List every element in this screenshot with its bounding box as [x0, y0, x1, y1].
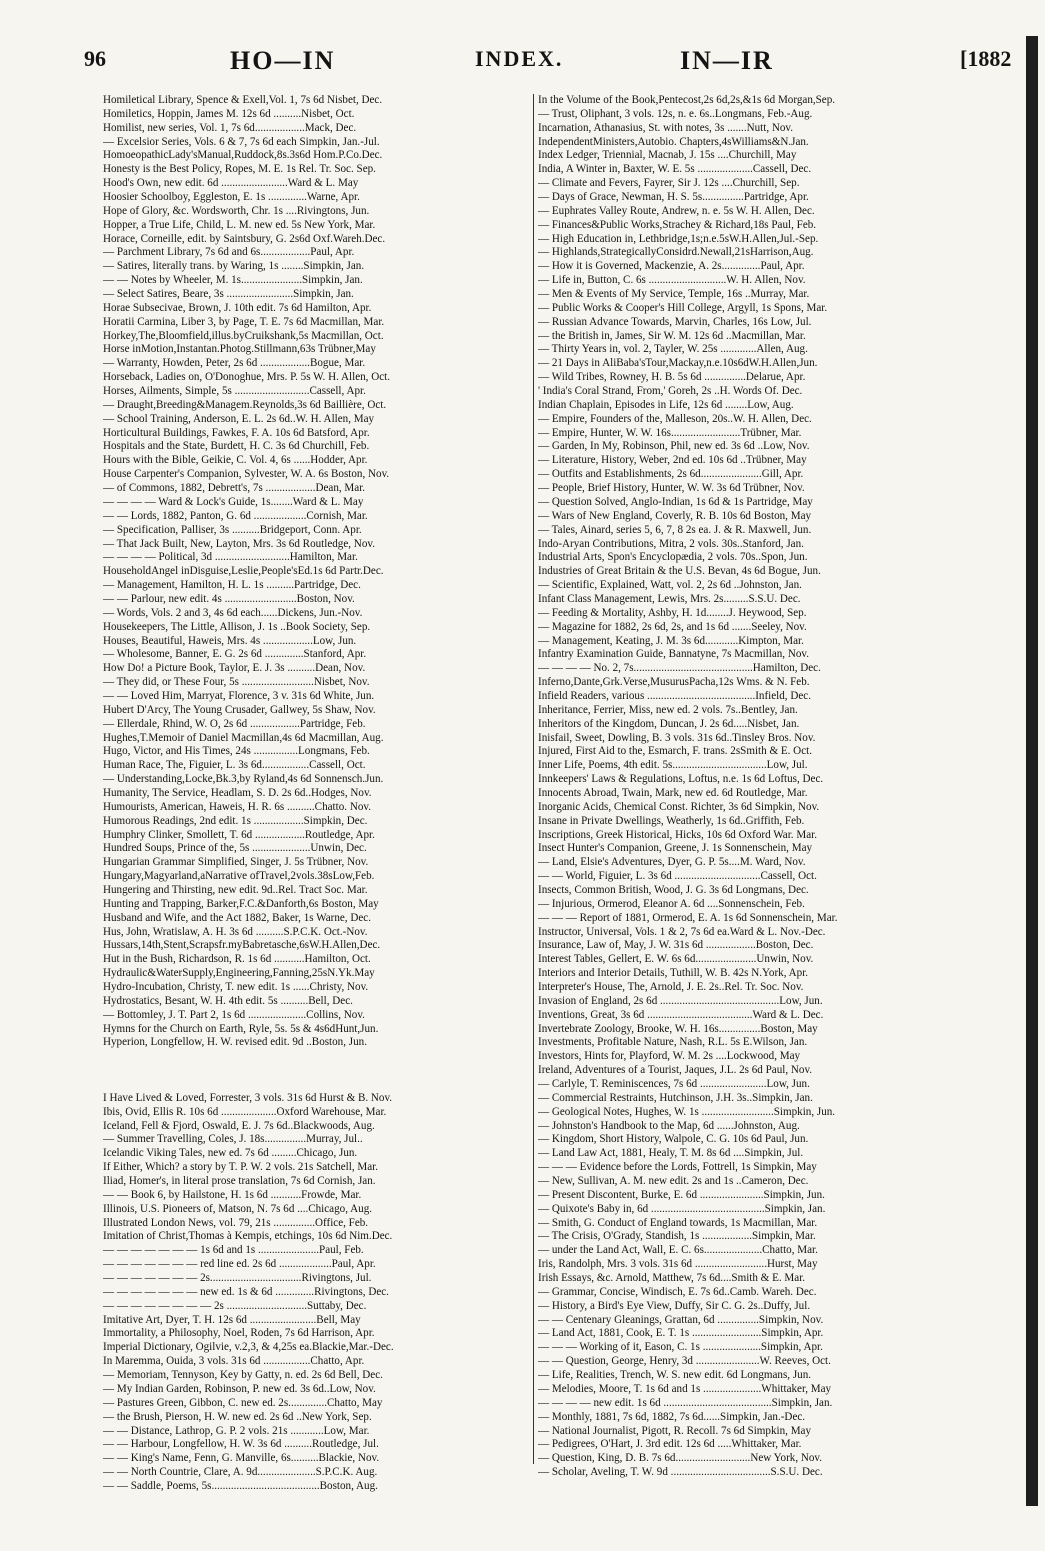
index-entry: — — — — Political, 3d ...........................Hamilton, Mar. — [103, 551, 358, 564]
index-entry: Hospitals and the State, Burdett, H. C. 3s 6d Churchill, Feb. — [103, 440, 370, 453]
left-column — [103, 94, 528, 1494]
page-number: 96 — [84, 46, 106, 71]
spacer — [103, 1050, 528, 1064]
index-entry: — under the Land Act, Wall, E. C. 6s.....................Chatto, Mar. — [538, 1244, 818, 1257]
index-entry: Homiletics, Hoppin, James M. 12s 6d ..........Nisbet, Oct. — [103, 107, 355, 120]
index-entry: Innocents Abroad, Twain, Mark, new ed. 6d Routledge, Mar. — [538, 786, 808, 799]
index-entry: — 21 Days in AliBaba'sTour,Mackay,n.e.10s6dW.H.Allen,Jun. — [538, 357, 818, 370]
index-entry: — People, Brief History, Hunter, W. W. 3s 6d Trübner, Nov. — [538, 482, 805, 495]
index-entry: Insurance, Law of, May, J. W. 31s 6d ..................Boston, Dec. — [538, 939, 814, 952]
index-entry: — — Loved Him, Marryat, Florence, 3 v. 31s 6d White, Jun. — [103, 689, 375, 702]
index-entry: — Finances&Public Works,Strachey & Richard,18s Paul, Feb. — [538, 218, 817, 231]
index-entry: — Carlyle, T. Reminiscences, 7s 6d ........................Low, Jun. — [538, 1078, 810, 1091]
index-entry: — — World, Figuier, L. 3s 6d ...............................Cassell, Oct. — [538, 870, 817, 883]
index-entry: — Summer Travelling, Coles, J. 18s...............Murray, Jul.. — [103, 1133, 363, 1146]
index-entry: — Scientific, Explained, Watt, vol. 2, 2s 6d ..Johnston, Jan. — [538, 579, 802, 592]
index-entry: Hut in the Bush, Richardson, R. 1s 6d ...........Hamilton, Oct. — [103, 953, 371, 966]
index-entry: Investments, Profitable Nature, Nash, R.L. 5s E.Wilson, Jan. — [538, 1036, 808, 1049]
index-entry: Hunting and Trapping, Barker,F.C.&Danforth,6s Boston, May — [103, 897, 379, 910]
index-entry: — Grammar, Concise, Windisch, E. 7s 6d..Camb. Wareh. Dec. — [538, 1285, 817, 1298]
index-entry: Housekeepers, The Little, Allison, J. 1s ..Book Society, Sep. — [103, 620, 371, 633]
right-range-heading: IN—IR — [680, 46, 774, 75]
index-entry: Instructor, Universal, Vols. 1 & 2, 7s 6d ea.Ward & L. Nov.-Dec. — [538, 925, 826, 938]
index-entry: Human Race, The, Figuier, L. 3s 6d.................Cassell, Oct. — [103, 759, 366, 772]
right-column — [538, 94, 1008, 1480]
index-entry: Hus, John, Wratislaw, A. H. 3s 6d ..........S.P.C.K. Oct.-Nov. — [103, 925, 368, 938]
index-entry: — — — Working of it, Eason, C. 1s .....................Simpkin, Apr. — [538, 1341, 823, 1354]
index-entry: Hubert D'Arcy, The Young Crusader, Gallwey, 5s Shaw, Nov. — [103, 703, 376, 716]
index-entry: — — — — No. 2, 7s...........................................Hamilton, Dec. — [538, 662, 821, 675]
index-entry: — — Saddle, Poems, 5s.......................................Boston, Aug. — [103, 1479, 378, 1492]
index-entry: — Bottomley, J. T. Part 2, 1s 6d .....................Collins, Nov. — [103, 1008, 365, 1021]
index-entry: ' India's Coral Strand, From,' Goreh, 2s ..H. Words Of. Dec. — [538, 385, 803, 398]
index-entry: Hood's Own, new edit. 6d ........................Ward & L. May — [103, 177, 359, 190]
index-entry: Inventions, Great, 3s 6d ......................................Ward & L. Dec. — [538, 1008, 824, 1021]
index-entry: Iris, Randolph, Mrs. 3 vols. 31s 6d ..........................Hurst, May — [538, 1258, 818, 1271]
index-entry: — — — — — — — — 2s .............................Suttaby, Dec. — [103, 1299, 367, 1312]
index-entry: — Words, Vols. 2 and 3, 4s 6d each......Dickens, Jun.-Nov. — [103, 606, 363, 619]
index-entry: Humourists, American, Haweis, H. R. 6s ..........Chatto. Nov. — [103, 800, 371, 813]
index-entry: Infantry Examination Guide, Bannatyne, 7s Macmillan, Nov. — [538, 648, 810, 661]
index-entry: — Climate and Fevers, Fayrer, Sir J. 12s ....Churchill, Sep. — [538, 177, 800, 190]
index-entry: — My Indian Garden, Robinson, P. new ed. 3s 6d..Low, Nov. — [103, 1382, 376, 1395]
index-entry: Iliad, Homer's, in literal prose translation, 7s 6d Cornish, Jan. — [103, 1175, 376, 1188]
index-entry: Inisfail, Sweet, Dowling, B. 3 vols. 31s 6d..Tinsley Bros. Nov. — [538, 731, 816, 744]
index-entry: Invasion of England, 2s 6d ...........................................Low, Jun. — [538, 994, 823, 1007]
index-entry: Insane in Private Dwellings, Weatherly, 1s 6d..Griffith, Feb. — [538, 814, 805, 827]
index-entry: — Wars of New England, Coverly, R. B. 10s 6d Boston, May — [538, 509, 812, 522]
index-entry: — Understanding,Locke,Bk.3,by Ryland,4s 6d Sonnensch.Jun. — [103, 773, 384, 786]
index-entry: Humanity, The Service, Headlam, S. D. 2s 6d..Hodges, Nov. — [103, 786, 372, 799]
index-entry: Illinois, U.S. Pioneers of, Matson, N. 7s 6d ....Chicago, Aug. — [103, 1202, 373, 1215]
index-entry: — — — — — — — red line ed. 2s 6d ...................Paul, Apr. — [103, 1258, 376, 1271]
index-entry: Hydrostatics, Besant, W. H. 4th edit. 5s ..........Bell, Dec. — [103, 994, 353, 1007]
index-entry: Hundred Soups, Prince of the, 5s .....................Unwin, Dec. — [103, 842, 367, 855]
index-entry: — Commercial Restraints, Hutchinson, J.H. 3s..Simpkin, Jan. — [538, 1091, 813, 1104]
index-entry: Industries of Great Britain & the U.S. Bevan, 4s 6d Bogue, Jun. — [538, 565, 821, 578]
index-entry: — the British in, James, Sir W. M. 12s 6d ..Macmillan, Mar. — [538, 329, 806, 342]
column-divider — [533, 94, 534, 1464]
index-entry: Horticultural Buildings, Fawkes, F. A. 10s 6d Batsford, Apr. — [103, 426, 370, 439]
index-entry: — Geological Notes, Hughes, W. 1s ..........................Simpkin, Jun. — [538, 1105, 836, 1118]
index-entry: — Feeding & Mortality, Ashby, H. 1d........J. Heywood, Sep. — [538, 606, 807, 619]
index-entry: In Maremma, Ouida, 3 vols. 31s 6d .................Chatto, Apr. — [103, 1355, 365, 1368]
index-entry: — of Commons, 1882, Debrett's, 7s ..................Dean, Mar. — [103, 482, 366, 495]
index-entry: Hydraulic&WaterSupply,Engineering,Fanning,25sN.Yk.May — [103, 967, 375, 980]
index-entry: Iceland, Fell & Fjord, Oswald, E. J. 7s 6d..Blackwoods, Aug. — [103, 1119, 375, 1132]
index-entry: — The Crisis, O'Grady, Standish, 1s ..................Simpkin, Mar. — [538, 1230, 816, 1243]
index-entry: Hughes,T.Memoir of Daniel Macmillan,4s 6d Macmillan, Aug. — [103, 731, 384, 744]
index-entry: Industrial Arts, Spon's Encyclopædia, 2 vols. 70s..Spon, Jun. — [538, 551, 808, 564]
index-entry: Indian Chaplain, Episodes in Life, 12s 6d ........Low, Aug. — [538, 398, 794, 411]
index-entry: — Excelsior Series, Vols. 6 & 7, 7s 6d each Simpkin, Jan.-Jul. — [103, 135, 380, 148]
index-entry: Homilist, new series, Vol. 1, 7s 6d..................Mack, Dec. — [103, 121, 357, 134]
index-entry: — Days of Grace, Newman, H. S. 5s...............Partridge, Apr. — [538, 191, 809, 204]
index-entry: Incarnation, Athanasius, St. with notes, 3s .......Nutt, Nov. — [538, 121, 794, 134]
index-entry: Hopper, a True Life, Child, L. M. new ed. 5s New York, Mar. — [103, 218, 376, 231]
index-entry: Infield Readers, various .......................................Infield, Dec. — [538, 689, 811, 702]
index-entry: Horse inMotion,Instantan.Photog.Stillmann,63s Trübner,May — [103, 343, 376, 356]
index-entry: — High Education in, Lethbridge,1s;n.e.5sW.H.Allen,Jul.-Sep. — [538, 232, 819, 245]
index-entry: — Question, King, D. B. 7s 6d...........................New York, Nov. — [538, 1452, 823, 1465]
index-entry: Ibis, Ovid, Ellis R. 10s 6d ....................Oxford Warehouse, Mar. — [103, 1105, 387, 1118]
index-entry: Immortality, a Philosophy, Noel, Roden, 7s 6d Harrison, Apr. — [103, 1327, 375, 1340]
index-entry: — — — Evidence before the Lords, Fottrell, 1s Simpkin, May — [538, 1161, 817, 1174]
index-entry: — They did, or These Four, 5s ..........................Nisbet, Nov. — [103, 676, 370, 689]
index-entry: — Outfits and Establishments, 2s 6d......................Gill, Apr. — [538, 468, 804, 481]
index-entry: — — Harbour, Longfellow, H. W. 3s 6d ..........Routledge, Jul. — [103, 1438, 379, 1451]
index-entry: — Highlands,StrategicallyConsidrd.Newall,21sHarrison,Aug. — [538, 246, 814, 259]
index-entry: — Public Works & Cooper's Hill College, Argyll, 1s Spons, Mar. — [538, 301, 828, 314]
index-entry: — Trust, Oliphant, 3 vols. 12s, n. e. 6s..Longmans, Feb.-Aug. — [538, 107, 813, 120]
year-label: [1882 — [960, 46, 1012, 71]
index-entry: In the Volume of the Book,Pentecost,2s 6d,2s,&1s 6d Morgan,Sep. — [538, 94, 836, 106]
index-entry: Horses, Ailments, Simple, 5s ...........................Cassell, Apr. — [103, 385, 366, 398]
index-entry: — Russian Advance Towards, Marvin, Charles, 16s Low, Jul. — [538, 315, 812, 328]
index-entry: — — — Report of 1881, Ormerod, E. A. 1s 6d Sonnenschein, Mar. — [538, 911, 838, 924]
index-entry: Inheritance, Ferrier, Miss, new ed. 2 vols. 7s..Bentley, Jan. — [538, 703, 798, 716]
index-entry: If Either, Which? a story by T. P. W. 2 vols. 21s Satchell, Mar. — [103, 1161, 379, 1174]
index-entry: Horatii Carmina, Liber 3, by Page, T. E. 7s 6d Macmillan, Mar. — [103, 315, 385, 328]
index-entry: Horae Subsecivae, Brown, J. 10th edit. 7s 6d Hamilton, Apr. — [103, 301, 372, 314]
index-entry: Hungering and Thirsting, new edit. 9d..Rel. Tract Soc. Mar. — [103, 883, 368, 896]
index-entry: — — Lords, 1882, Panton, G. 6d ...................Cornish, Mar. — [103, 509, 368, 522]
index-entry: — Garden, In My, Robinson, Phil, new ed. 3s 6d ..Low, Nov. — [538, 440, 810, 453]
index-entry: — Present Discontent, Burke, E. 6d .......................Simpkin, Jun. — [538, 1188, 825, 1201]
index-title: INDEX. — [475, 46, 564, 71]
index-entry: — Pedigrees, O'Hart, J. 3rd edit. 12s 6d .....Whittaker, Mar. — [538, 1438, 802, 1451]
index-entry: — Life, Realities, Trench, W. S. new edit. 6d Longmans, Jun. — [538, 1369, 812, 1382]
index-entry: — New, Sullivan, A. M. new edit. 2s and 1s ..Cameron, Dec. — [538, 1175, 809, 1188]
index-entry: Insect Hunter's Companion, Greene, J. 1s Sonnenschein, May — [538, 842, 813, 855]
index-entry: — National Journalist, Pigott, R. Recoll. 7s 6d Simpkin, May — [538, 1424, 812, 1437]
index-entry: Hymns for the Church on Earth, Ryle, 5s. 5s & 4s6dHunt,Jun. — [103, 1022, 379, 1035]
index-entry: Houses, Beautiful, Haweis, Mrs. 4s ..................Low, Jun. — [103, 634, 357, 647]
index-entry: — History, a Bird's Eye View, Duffy, Sir C. G. 2s..Duffy, Jul. — [538, 1299, 811, 1312]
index-entry: Hugo, Victor, and His Times, 24s ................Longmans, Feb. — [103, 745, 370, 758]
index-entry: — Empire, Founders of the, Malleson, 20s..W. H. Allen, Dec. — [538, 412, 812, 425]
index-entry: — — Distance, Lathrop, G. P. 2 vols. 21s ............Low, Mar. — [103, 1424, 370, 1437]
index-entry: Hyperion, Longfellow, H. W. revised edit. 9d ..Boston, Jun. — [103, 1036, 367, 1049]
index-entry: — Smith, G. Conduct of England towards, 1s Macmillan, Mar. — [538, 1216, 818, 1229]
index-entry: IndependentMinisters,Autobio. Chapters,4sWilliams&N.Jan. — [538, 135, 809, 148]
index-entry: Inscriptions, Greek Historical, Hicks, 10s 6d Oxford War. Mar. — [538, 828, 817, 841]
index-entry: — Ellerdale, Rhind, W. O, 2s 6d ..................Partridge, Feb. — [103, 717, 366, 730]
index-entry: — — — — Ward & Lock's Guide, 1s........Ward & L. May — [103, 495, 364, 508]
index-entry: Irish Essays, &c. Arnold, Matthew, 7s 6d....Smith & E. Mar. — [538, 1272, 806, 1285]
index-entry: — the Brush, Pierson, H. W. new ed. 2s 6d ..New York, Sep. — [103, 1410, 372, 1423]
index-entry: Imitative Art, Dyer, T. H. 12s 6d ........................Bell, May — [103, 1313, 361, 1326]
index-entry: — Draught,Breeding&Managem.Reynolds,3s 6d Baillière, Oct. — [103, 398, 387, 411]
index-entry: — — — — — — — 2s.................................Rivingtons, Jul. — [103, 1272, 372, 1285]
index-entry: Inorganic Acids, Chemical Const. Richter, 3s 6d Simpkin, Nov. — [538, 800, 820, 813]
index-entry: Horseback, Ladies on, O'Donoghue, Mrs. P. 5s W. H. Allen, Oct. — [103, 371, 391, 384]
index-entry: — Kingdom, Short History, Walpole, C. G. 10s 6d Paul, Jun. — [538, 1133, 809, 1146]
index-entry: Inferno,Dante,Grk.Verse,MusurusPacha,12s Wms. & N. Feb. — [538, 676, 810, 689]
index-entry: Hoosier Schoolboy, Eggleston, E. 1s ..............Warne, Apr. — [103, 191, 360, 204]
index-entry: — — Book 6, by Hailstone, H. 1s 6d ...........Frowde, Mar. — [103, 1188, 362, 1201]
index-entry: Hungary,Magyarland,aNarrative ofTravel,2vols.38sLow,Feb. — [103, 870, 375, 883]
index-entry: — Scholar, Aveling, T. W. 9d ....................................S.S.U. Dec. — [538, 1466, 823, 1479]
index-entry: Icelandic Viking Tales, new ed. 7s 6d .........Chicago, Jun. — [103, 1147, 358, 1160]
index-entry: — — King's Name, Fenn, G. Manville, 6s..........Blackie, Nov. — [103, 1452, 380, 1465]
index-entry: Inheritors of the Kingdom, Duncan, J. 2s 6d.....Nisbet, Jan. — [538, 717, 800, 730]
index-entry: House Carpenter's Companion, Sylvester, W. A. 6s Boston, Nov. — [103, 468, 390, 481]
index-entry: Hours with the Bible, Geikie, C. Vol. 4, 6s ......Hodder, Apr. — [103, 454, 368, 467]
spacer — [103, 1064, 528, 1078]
index-entry: — Life in, Button, C. 6s ............................W. H. Allen, Nov. — [538, 274, 806, 287]
index-entry: — Management, Hamilton, H. L. 1s ..........Partridge, Dec. — [103, 579, 361, 592]
index-entry: — Select Satires, Beare, 3s ........................Simpkin, Jan. — [103, 288, 354, 301]
index-entry: — Land, Elsie's Adventures, Dyer, G. P. 5s....M. Ward, Nov. — [538, 856, 806, 869]
index-entry: — — Parlour, new edit. 4s ..........................Boston, Nov. — [103, 592, 355, 605]
index-entry: Horace, Corneille, edit. by Saintsbury, G. 2s6d Oxf.Wareh.Dec. — [103, 232, 386, 245]
index-entry: — Pastures Green, Gibbon, C. new ed. 2s..............Chatto, May — [103, 1396, 383, 1409]
index-entry: — Tales, Ainard, series 5, 6, 7, 8 2s ea. J. & R. Maxwell, Jun. — [538, 523, 812, 536]
index-entry: — — Notes by Wheeler, M. 1s......................Simpkin, Jan. — [103, 274, 363, 287]
index-entry: HouseholdAngel inDisguise,Leslie,People'sEd.1s 6d Partr.Dec. — [103, 565, 384, 578]
index-entry: Husband and Wife, and the Act 1882, Baker, 1s Warne, Dec. — [103, 911, 371, 924]
index-entry: Injured, First Aid to the, Esmarch, F. trans. 2sSmith & E. Oct. — [538, 745, 812, 758]
index-entry: — Thirty Years in, vol. 2, Tayler, W. 25s .............Allen, Aug. — [538, 343, 808, 356]
index-entry: Index Ledger, Triennial, Macnab, J. 15s ....Churchill, May — [538, 149, 797, 162]
index-entry: — Warranty, Howden, Peter, 2s 6d ..................Bogue, Mar. — [103, 357, 366, 370]
page-edge-bar — [1026, 36, 1038, 1506]
index-entry: — Magazine for 1882, 2s 6d, 2s, and 1s 6d .......Seeley, Nov. — [538, 620, 807, 633]
index-entry: HomoeopathicLady'sManual,Ruddock,8s.3s6d Hom.P.Co.Dec. — [103, 149, 383, 162]
index-entry: Illustrated London News, vol. 79, 21s ...............Office, Feb. — [103, 1216, 369, 1229]
index-entry: Hydro-Incubation, Christy, T. new edit. 1s ......Christy, Nov. — [103, 981, 369, 993]
index-entry: — Land Act, 1881, Cook, E. T. 1s .........................Simpkin, Apr. — [538, 1327, 824, 1340]
index-entry: — — — — new edit. 1s 6d .......................................Simpkin, Jan. — [538, 1396, 833, 1409]
index-entry: Indo-Aryan Contributions, Mitra, 2 vols. 30s..Stanford, Jan. — [538, 537, 804, 550]
index-entry: — Parchment Library, 7s 6d and 6s..................Paul, Apr. — [103, 246, 355, 259]
index-entry: Invertebrate Zoology, Brooke, W. H. 16s...............Boston, May — [538, 1022, 818, 1035]
index-entry: — Euphrates Valley Route, Andrew, n. e. 5s W. H. Allen, Dec. — [538, 204, 815, 217]
index-entry: — School Training, Anderson, E. L. 2s 6d..W. H. Allen, May — [103, 412, 375, 425]
index-entry: Humphry Clinker, Smollett, T. 6d ..................Routledge, Apr. — [103, 828, 375, 841]
index-entry: Honesty is the Best Policy, Ropes, M. E. 1s Rel. Tr. Soc. Sep. — [103, 163, 376, 176]
index-entry: — — North Countrie, Clare, A. 9d.....................S.P.C.K. Aug. — [103, 1466, 378, 1479]
index-entry: — Question Solved, Anglo-Indian, 1s 6d & 1s Partridge, May — [538, 495, 813, 508]
index-entry: Interpreter's House, The, Arnold, J. E. 2s..Rel. Tr. Soc. Nov. — [538, 981, 804, 993]
index-entry: — Management, Keating, J. M. 3s 6d............Kimpton, Mar. — [538, 634, 804, 647]
index-entry: Insects, Common British, Wood, J. G. 3s 6d Longmans, Dec. — [538, 883, 809, 896]
index-entry: — — Question, George, Henry, 3d .......................W. Reeves, Oct. — [538, 1355, 831, 1368]
index-entry: — Monthly, 1881, 7s 6d, 1882, 7s 6d......Simpkin, Jan.-Dec. — [538, 1410, 806, 1423]
index-entry: — Land Law Act, 1881, Healy, T. M. 8s 6d ....Simpkin, Jul. — [538, 1147, 804, 1160]
index-entry: — — Centenary Gleanings, Grattan, 6d ...............Simpkin, Nov. — [538, 1313, 824, 1326]
index-entry: Hussars,14th,Stent,Scrapsfr.myBabretasche,6sW.H.Allen,Dec. — [103, 939, 381, 952]
index-entry: — That Jack Built, New, Layton, Mrs. 3s 6d Routledge, Nov. — [103, 537, 375, 550]
index-entry: — Memoriam, Tennyson, Key by Gatty, n. ed. 2s 6d Bell, Dec. — [103, 1369, 383, 1382]
index-entry: — — — — — — — new ed. 1s & 6d ..............Rivingtons, Dec. — [103, 1285, 389, 1298]
index-entry: — Literature, History, Weber, 2nd ed. 10s 6d ..Trübner, May — [538, 454, 807, 467]
index-entry: Imperial Dictionary, Ogilvie, v.2,3, & 4,25s ea.Blackie,Mar.-Dec. — [103, 1341, 394, 1354]
index-entry: Inner Life, Poems, 4th edit. 5s..................................Low, Jul. — [538, 759, 808, 772]
index-entry: Hope of Glory, &c. Wordsworth, Chr. 1s ....Rivingtons, Jun. — [103, 204, 370, 217]
index-entry: — Melodies, Moore, T. 1s 6d and 1s .....................Whittaker, May — [538, 1382, 832, 1395]
index-entry: Interiors and Interior Details, Tuthill, W. B. 42s N.York, Apr. — [538, 967, 809, 980]
index-entry: — Injurious, Ormerod, Eleanor A. 6d ....Sonnenschein, Feb. — [538, 897, 805, 910]
left-range-heading: HO—IN — [230, 46, 336, 75]
index-entry: — Men & Events of My Service, Temple, 16s ..Murray, Mar. — [538, 288, 810, 301]
index-entry: Humorous Readings, 2nd edit. 1s ..................Simpkin, Dec. — [103, 814, 368, 827]
index-entry: Interest Tables, Gellert, E. W. 6s 6d......................Unwin, Nov. — [538, 953, 814, 966]
index-entry: India, A Winter in, Baxter, W. E. 5s ....................Cassell, Dec. — [538, 163, 812, 176]
index-entry: — Wholesome, Banner, E. G. 2s 6d ..............Stanford, Apr. — [103, 648, 367, 661]
index-entry: — Satires, literally trans. by Waring, 1s ........Simpkin, Jan. — [103, 260, 365, 273]
spacer — [103, 1078, 528, 1092]
index-entry: Ireland, Adventures of a Tourist, Jaques, J.L. 2s 6d Paul, Nov. — [538, 1064, 813, 1077]
index-entry: Infant Class Management, Lewis, Mrs. 2s.........S.S.U. Dec. — [538, 592, 801, 605]
index-entry: — Wild Tribes, Rowney, H. B. 5s 6d ...............Delarue, Apr. — [538, 371, 806, 384]
index-entry: — Quixote's Baby in, 6d .........................................Simpkin, Jan. — [538, 1202, 826, 1215]
index-entry: Hungarian Grammar Simplified, Singer, J. 5s Trübner, Nov. — [103, 856, 369, 869]
index-entry: Homiletical Library, Spence & Exell,Vol. 1, 7s 6d Nisbet, Dec. — [103, 94, 383, 106]
index-entry: — How it is Governed, Mackenzie, A. 2s..............Paul, Apr. — [538, 260, 805, 273]
index-entry: Imitation of Christ,Thomas à Kempis, etchings, 10s 6d Nim.Dec. — [103, 1230, 393, 1243]
index-entry: Horkey,The,Bloomfield,illus.byCruikshank,5s Macmillan, Oct. — [103, 329, 384, 342]
index-entry: Investors, Hints for, Playford, W. M. 2s ....Lockwood, May — [538, 1050, 801, 1063]
index-entry: I Have Lived & Loved, Forrester, 3 vols. 31s 6d Hurst & B. Nov. — [103, 1091, 393, 1104]
index-entry: — — — — — — — 1s 6d and 1s ......................Paul, Feb. — [103, 1244, 364, 1257]
index-entry: How Do! a Picture Book, Taylor, E. J. 3s ..........Dean, Nov. — [103, 662, 366, 675]
index-entry: — Johnston's Handbook to the Map, 6d ......Johnston, Aug. — [538, 1119, 800, 1132]
index-entry: Innkeepers' Laws & Regulations, Loftus, n.e. 1s 6d Loftus, Dec. — [538, 773, 824, 786]
index-entry: — Empire, Hunter, W. W. 16s.........................Trübner, Mar. — [538, 426, 802, 439]
index-entry: — Specification, Palliser, 3s ..........Bridgeport, Conn. Apr. — [103, 523, 362, 536]
